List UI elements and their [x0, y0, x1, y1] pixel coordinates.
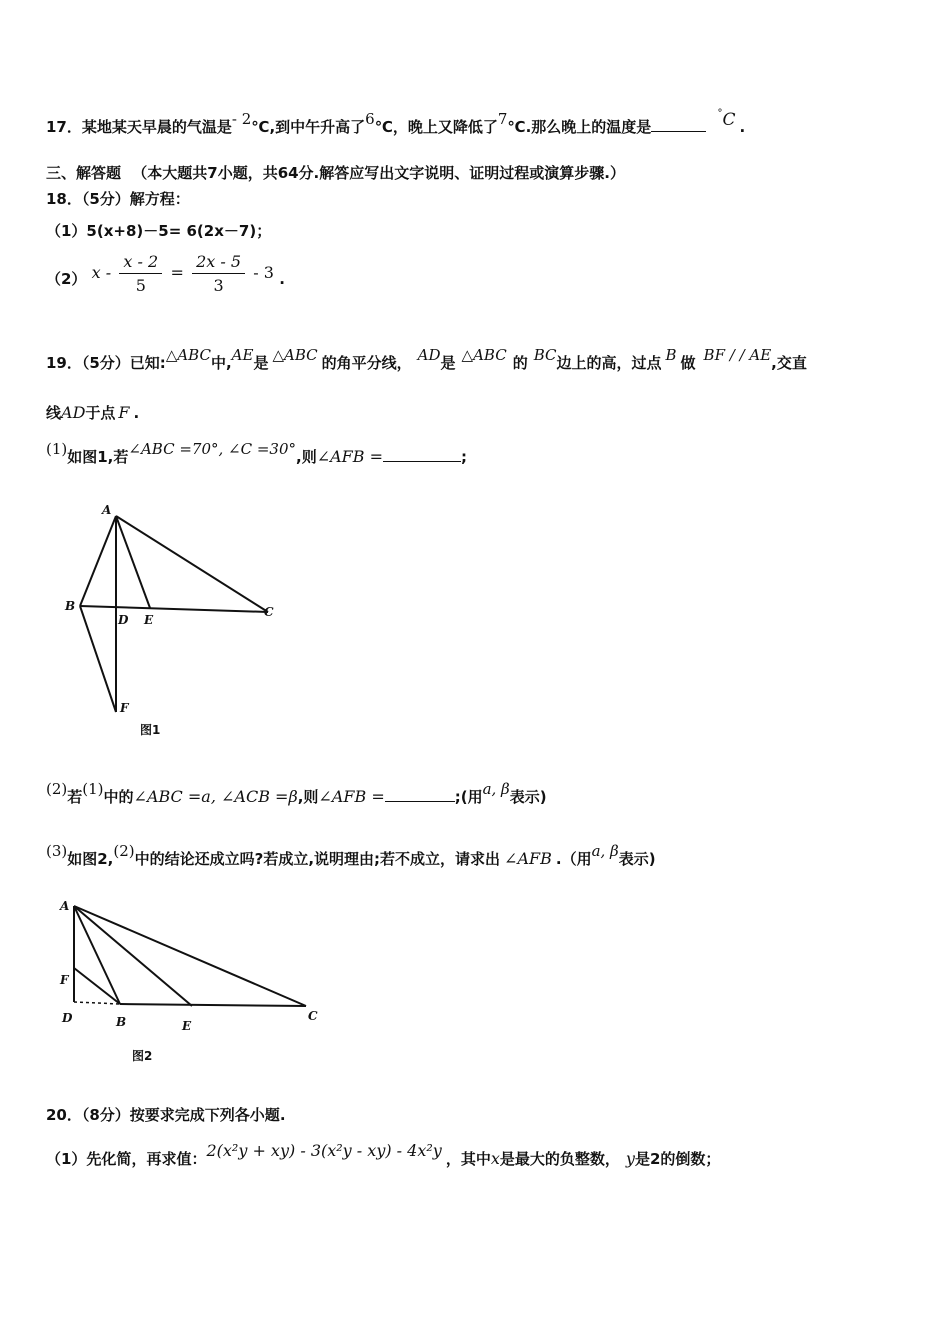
q19-bc: BC: [533, 346, 557, 364]
fig2-segment-ac: [74, 906, 306, 1006]
q20-expression: 2(x²y + xy) - 3(x²y - xy) - 4x²y: [206, 1141, 442, 1160]
q18-p2-x: x -: [91, 263, 112, 282]
q19-ad: AD: [417, 346, 441, 364]
question-19-line2: [46, 402, 139, 423]
q20-text: 是最大的负整数，: [499, 1150, 620, 1168]
figure-2: [56, 892, 336, 1072]
q19-text: 若: [67, 788, 83, 806]
q19-point-b: B: [665, 346, 677, 364]
q19-p2-vars: a, β: [482, 780, 510, 798]
q20-text: ，其中: [445, 1150, 491, 1168]
q19-p2-number: (2): [46, 780, 68, 798]
q19-text: 于点: [85, 404, 116, 422]
q19-text: 中,: [210, 354, 232, 372]
q17-unit3: ℃.那么晚上的温度是: [507, 118, 652, 136]
fig2-label-b: B: [116, 1015, 127, 1029]
question-18-header: 18．（5分）解方程：: [46, 190, 190, 208]
section-3-heading: [46, 162, 625, 183]
q19-text: 如图1,若: [67, 448, 129, 466]
q17-temp-morning: - 2: [231, 110, 252, 128]
fig2-segment-ab: [74, 906, 120, 1004]
q19-text: 表示): [509, 788, 547, 806]
q20-part-1: [46, 1141, 721, 1169]
q19-triangle-abc: △ABC: [272, 346, 318, 364]
fraction-1-numerator: x - 2: [119, 252, 162, 274]
fraction-2-denominator: 3: [213, 276, 224, 295]
fig2-dashed-db: [74, 1002, 120, 1004]
q19-p3-vars: a, β: [591, 842, 619, 860]
fraction-1: [119, 252, 162, 295]
fig1-label-a: A: [102, 503, 112, 517]
q19-part-1: [46, 440, 468, 467]
fig1-label-c: C: [264, 605, 274, 619]
q19-text: 是: [253, 354, 269, 372]
q19-p1-condition: ∠ABC =70°, ∠C =30°: [128, 440, 296, 458]
q19-triangle-abc: △ABC: [165, 346, 211, 364]
q17-unit2: ℃，晚上又降低了: [374, 118, 498, 136]
q19-part-3: [46, 842, 656, 869]
section-title: 三、解答题: [46, 164, 122, 182]
q19-text: .: [133, 404, 140, 422]
q17-unit1: ℃,到中午升高了: [251, 118, 366, 136]
q19-text: 的角平分线，: [321, 354, 412, 372]
q20-text: （1）先化简，再求值：: [46, 1150, 207, 1168]
question-17: [46, 108, 746, 137]
q19-text: ;(用: [454, 788, 483, 806]
fig2-caption: 图2: [132, 1049, 153, 1063]
q17-celsius: C: [722, 110, 736, 130]
question-19: [46, 346, 807, 373]
fig2-segment-bc: [120, 1004, 306, 1006]
fig2-label-a: A: [60, 899, 70, 913]
fig1-label-d: D: [118, 613, 129, 627]
section-desc: （本大题共7小题，共64分.解答应写出文字说明、证明过程或演算步骤.）: [132, 164, 625, 182]
q20-var-x: x: [490, 1149, 500, 1168]
q19-p1-question: ∠AFB =: [316, 447, 384, 466]
q19-p1-number: (1): [46, 440, 68, 458]
q19-p2-ref: (1): [82, 780, 104, 798]
fraction-2-numerator: 2x - 5: [192, 252, 245, 274]
q20-text: 是2的倒数；: [634, 1150, 721, 1168]
q19-part-2: [46, 780, 547, 807]
fig2-label-d: D: [62, 1011, 73, 1025]
q19-ad: AD: [61, 403, 86, 422]
q18-p2-tail: - 3: [253, 263, 274, 282]
q19-p2-condition: ∠ABC =a, ∠ACB =β: [133, 787, 298, 806]
q19-text: 做: [680, 354, 696, 372]
fig1-label-f: F: [120, 701, 129, 715]
q20-var-y: y: [625, 1149, 635, 1168]
q19-p2-question: ∠AFB =: [318, 787, 385, 806]
q19-p3-ref: (2): [113, 842, 135, 860]
q19-text: ,则: [296, 448, 317, 466]
q19-text: 线: [46, 404, 62, 422]
q19-text: 表示): [618, 850, 656, 868]
q19-ae: AE: [231, 346, 254, 364]
q18-p2-label: （2）: [46, 270, 87, 288]
fig1-caption: 图1: [140, 723, 161, 737]
q19-p3-number: (3): [46, 842, 68, 860]
q17-end: .: [739, 118, 746, 136]
fig1-label-b: B: [65, 599, 76, 613]
q18-p2-end: .: [279, 270, 285, 288]
fig1-label-e: E: [144, 613, 154, 627]
q19-text: 边上的高，过点: [556, 354, 662, 372]
fig1-segment-ab: [80, 516, 116, 606]
fig2-segment-fb: [74, 968, 120, 1004]
q19-text: 是: [440, 354, 456, 372]
fig1-segment-ae: [116, 516, 150, 608]
fig2-segment-ae: [74, 906, 192, 1006]
fraction-1-denominator: 5: [135, 276, 146, 295]
fig2-label-e: E: [182, 1019, 192, 1033]
q17-temp-rise: 6: [365, 110, 375, 128]
q19-text: 中的: [103, 788, 134, 806]
q19-point-f: F: [118, 403, 130, 422]
question-20-header: 20．（8分）按要求完成下列各小题.: [46, 1106, 286, 1124]
fig2-label-f: F: [60, 973, 69, 987]
q18-p2-eq: =: [170, 263, 184, 282]
q18-part-1: （1）5(x+8)－5= 6(2x－7)；: [46, 222, 272, 240]
q17-degree: °: [717, 108, 723, 119]
q19-text: ;: [461, 448, 468, 466]
q19-text: 如图2,: [67, 850, 114, 868]
figure-1: [58, 500, 298, 750]
q19-lead: 19．（5分）已知:: [46, 354, 166, 372]
fraction-2: [192, 252, 245, 295]
q19-text: .（用: [555, 850, 592, 868]
q19-text: 中的结论还成立吗?若成立,说明理由;若不成立，请求出: [134, 850, 501, 868]
q17-temp-drop: 7: [497, 110, 508, 128]
fig1-segment-bf: [80, 606, 116, 712]
q19-p3-question: ∠AFB: [504, 849, 552, 868]
answer-blank[interactable]: [385, 787, 455, 802]
q19-text: 的: [512, 354, 528, 372]
q19-triangle-abc: △ABC: [461, 346, 507, 364]
q19-parallel: BF / / AE: [703, 346, 772, 364]
q19-text: ,则: [297, 788, 319, 806]
fig1-segment-bc: [80, 606, 268, 612]
answer-blank[interactable]: [651, 117, 706, 132]
q18-part-2: [46, 252, 285, 302]
fig2-label-c: C: [308, 1009, 318, 1023]
fig1-segment-ac: [116, 516, 268, 612]
answer-blank[interactable]: [383, 447, 461, 462]
q19-text: ,交直: [771, 354, 807, 372]
q17-prefix: 17．某地某天早晨的气温是: [46, 118, 232, 136]
